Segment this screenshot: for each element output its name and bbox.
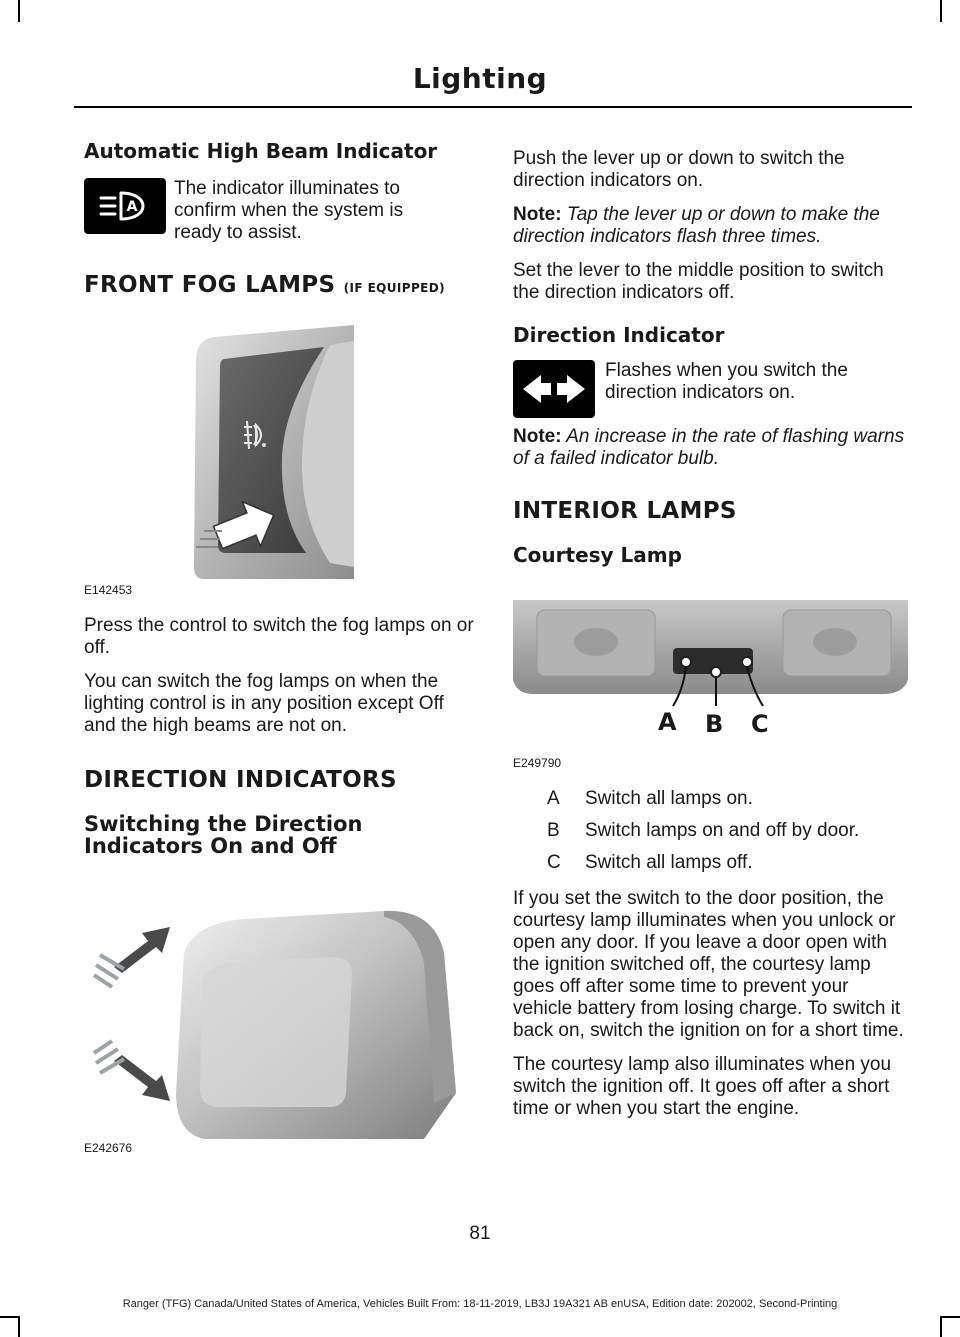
key-text: Switch all lamps off. xyxy=(585,852,753,873)
direction-indicator-heading: Direction Indicator xyxy=(513,323,725,347)
direction-indicator-text: Flashes when you switch the direction indicators on. xyxy=(605,360,848,403)
fog-heading-text: FRONT FOG LAMPS xyxy=(84,272,336,298)
key-row xyxy=(513,852,908,874)
fog-paragraph-1: Press the control to switch the fog lamps on or off. xyxy=(84,615,474,658)
key-row xyxy=(513,820,908,842)
footer-text: Ranger (TFG) Canada/United States of America, Vehicles Built From: 18-11-2019, LB3J 19A321 AB enUSA, Edition date: 202002, Second-Printing xyxy=(122,1298,838,1310)
interior-lamps-heading: INTERIOR LAMPS xyxy=(513,498,737,524)
fog-qualifier: (IF EQUIPPED) xyxy=(343,281,446,295)
courtesy-lamp-heading: Courtesy Lamp xyxy=(513,543,682,567)
switching-direction-heading: Switching the Direction Indicators On and Off xyxy=(84,812,363,858)
page-number: 81 xyxy=(469,1223,491,1244)
right-column xyxy=(513,148,908,1132)
ahb-indicator-row xyxy=(84,178,476,244)
ahb-text: The indicator illuminates to confirm when the system is ready to assist. xyxy=(174,178,404,243)
note-label: Note: xyxy=(513,426,562,447)
crop-mark xyxy=(18,0,20,22)
note-text: An increase in the rate of flashing warns of a failed indicator bulb. xyxy=(513,426,905,469)
key-letter: A xyxy=(547,788,560,809)
note-flash-three xyxy=(513,204,908,248)
callout-b: B xyxy=(705,710,724,738)
auto-high-beam-icon xyxy=(84,178,166,234)
crop-mark xyxy=(18,1316,20,1337)
courtesy-key-table xyxy=(513,788,908,874)
note-text: Tap the lever up or down to make the direction indicators flash three times. xyxy=(513,204,880,247)
courtesy-figure-code: E249790 xyxy=(513,756,562,770)
crop-mark xyxy=(940,1316,942,1337)
push-lever-text: Push the lever up or down to switch the direction indicators on. xyxy=(513,148,845,191)
direction-arrows-icon xyxy=(513,360,595,418)
courtesy-paragraph-1: If you set the switch to the door position, the courtesy lamp illuminates when you unlock or open any door. If you leave a door open with the ignition switched off, the courtesy lamp goes off after some time to prevent your vehicle battery from losing charge. To switch it back on, switch the ignition on for a short time. xyxy=(513,888,904,1041)
direction-indicators-heading: DIRECTION INDICATORS xyxy=(84,767,397,793)
svg-text:A: A xyxy=(126,199,138,215)
key-letter: B xyxy=(547,820,560,841)
left-column xyxy=(84,140,476,1173)
middle-position-text: Set the lever to the middle position to switch the direction indicators off. xyxy=(513,260,884,303)
fog-figure-code: E142453 xyxy=(84,583,133,597)
callout-a: A xyxy=(658,708,677,736)
key-row xyxy=(513,788,908,810)
key-letter: C xyxy=(547,852,561,873)
direction-lever-figure xyxy=(84,893,476,1155)
courtesy-lamp-figure xyxy=(513,590,908,770)
direction-indicator-row xyxy=(513,360,908,418)
note-flashing-rate xyxy=(513,426,908,470)
fog-paragraph-2: You can switch the fog lamps on when the lighting control is in any position except Off and the high beams are not on. xyxy=(84,671,444,736)
fog-heading xyxy=(84,272,476,301)
direction-figure-code: E242676 xyxy=(84,1141,133,1155)
fog-switch-illustration xyxy=(84,317,476,587)
title-rule xyxy=(74,106,912,108)
page-title: Lighting xyxy=(412,62,548,95)
ahb-heading: Automatic High Beam Indicator xyxy=(84,139,438,163)
callout-c: C xyxy=(751,710,769,738)
direction-lever-illustration xyxy=(84,893,476,1143)
fog-lamp-figure xyxy=(84,317,476,597)
crop-mark xyxy=(0,1316,20,1318)
crop-mark xyxy=(940,0,942,22)
crop-mark xyxy=(940,1316,960,1318)
courtesy-paragraph-2: The courtesy lamp also illuminates when you switch the ignition off. It goes off after a short time or when you start the engine. xyxy=(513,1054,892,1119)
key-text: Switch all lamps on. xyxy=(585,788,753,809)
key-text: Switch lamps on and off by door. xyxy=(585,820,860,841)
note-label: Note: xyxy=(513,204,562,225)
